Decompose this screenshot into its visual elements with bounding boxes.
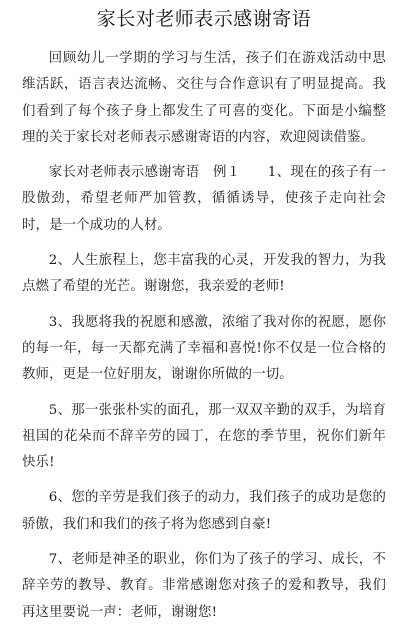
wish-paragraph-5: 5、那一张张朴实的面孔，那一双双辛勤的双手，为培育祖国的花朵而不辞辛劳的园丁，在您的季节里，祝你们新年快乐! [22, 402, 386, 471]
wish-paragraph-2: 2、人生旅程上，您丰富我的心灵，开发我的智力，为我点燃了希望的光芒。谢谢您，我亲爱的老师! [22, 253, 386, 295]
document-body [22, 46, 386, 626]
wish-paragraph-1: 家长对老师表示感谢寄语 例１ 1、现在的孩子有一股傲劲，希望老师严加管教，循循诱导，使孩子走向社会时，是一个成功的人材。 [22, 165, 386, 233]
wish-paragraph-7: 7、老师是神圣的职业，你们为了孩子的学习、成长，不辞辛劳的教导、教育。非常感谢您对孩子的爱和教导，我们再这里要说一声：老师，谢谢您! [22, 552, 386, 620]
document-title: 家长对老师表示感谢寄语 [96, 8, 312, 30]
wish-paragraph-3: 3、我愿将我的祝愿和感激，浓缩了我对你的祝愿，愿你的每一年，每一天都充满了幸福和喜悦!你不仅是一位合格的教师，更是一位好朋友，谢谢你所做的一切。 [22, 314, 386, 383]
wish-paragraph-6: 6、您的辛劳是我们孩子的动力，我们孩子的成功是您的骄傲，我们和我们的孩子将为您感到自豪! [22, 490, 386, 532]
intro-paragraph: 回顾幼儿一学期的学习与生活，孩子们在游戏活动中思维活跃，语言表达流畅、交往与合作意识有了明显提高。我们看到了每个孩子身上都发生了可喜的变化。下面是小编整理的关于家长对老师表示感谢寄语的内容，欢迎阅读借鉴。 [22, 51, 386, 145]
